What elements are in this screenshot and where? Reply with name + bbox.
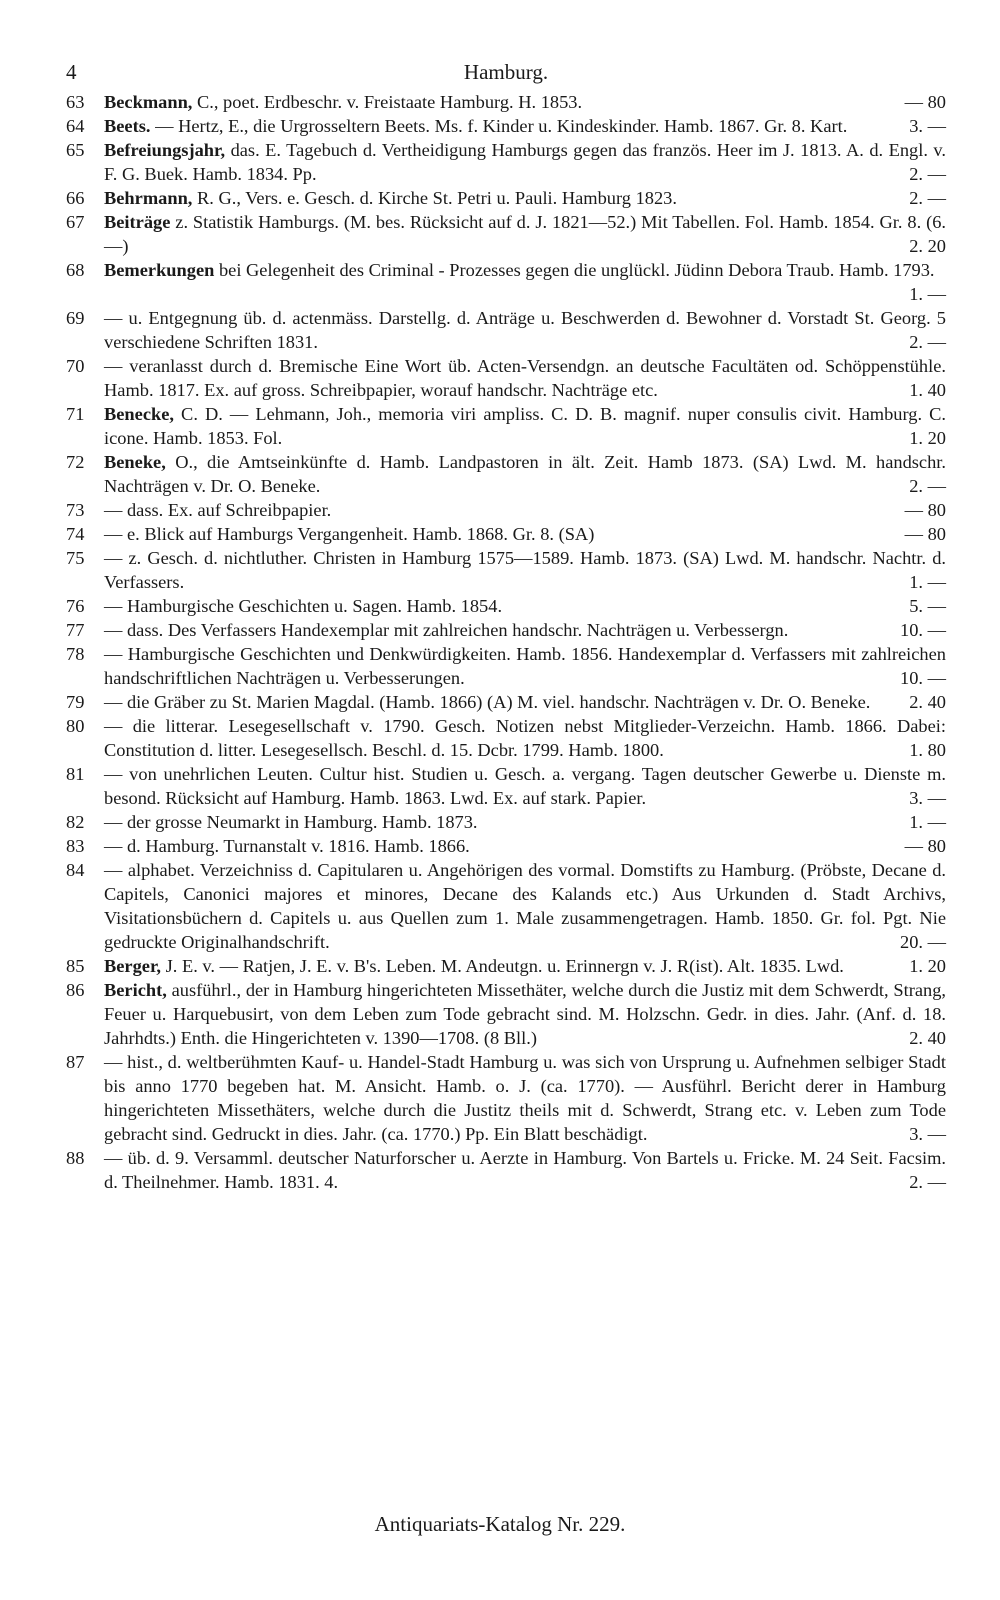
catalog-entry: [66, 354, 946, 402]
entry-number: 83: [66, 836, 85, 856]
entry-text: — u. Entgegnung üb. d. actenmäss. Darstellg. d. Anträge u. Beschwerden d. Bewohner d. Vorstadt St. Georg. 5 verschiedene Schriften 1831.: [104, 308, 946, 352]
catalog-entry: [66, 1050, 946, 1146]
entry-text: z. Statistik Hamburgs. (M. bes. Rücksicht auf d. J. 1821—52.) Mit Tabellen. Fol. Hamb. 1854. Gr. 8. (6.—): [104, 212, 946, 256]
entry-number: 78: [66, 644, 85, 664]
entry-number: 80: [66, 716, 85, 736]
catalog-entry: [66, 546, 946, 594]
entry-number: 68: [66, 260, 85, 280]
entry-keyword: Bemerkungen: [104, 260, 215, 280]
entry-keyword: Bericht,: [104, 980, 167, 1000]
catalog-entry: [66, 642, 946, 690]
entry-keyword: Berger,: [104, 956, 162, 976]
catalog-entry: [66, 522, 946, 546]
entry-text: — üb. d. 9. Versamml. deutscher Naturforscher u. Aerzte in Hamburg. Von Bartels u. Fricke. M. 24 Seit. Facsim. d. Theilnehmer. Hamb. 1831. 4.: [104, 1148, 946, 1192]
entry-text: — Hertz, E., die Urgrosseltern Beets. Ms. f. Kinder u. Kindeskinder. Hamb. 1867. Gr. 8. Kart.: [150, 116, 848, 136]
entry-price: 1. —: [909, 572, 946, 592]
catalog-page: [66, 50, 946, 1194]
entry-number: 65: [66, 140, 85, 160]
entry-price: — 80: [904, 500, 946, 520]
entry-keyword: Beets.: [104, 116, 151, 136]
entry-number: 75: [66, 548, 85, 568]
entry-text: — dass. Ex. auf Schreibpapier.: [104, 500, 332, 520]
entry-price: 1. 20: [909, 428, 946, 448]
entry-number: 88: [66, 1148, 85, 1168]
entry-text: bei Gelegenheit des Criminal - Prozesses gegen die unglückl. Jüdinn Debora Traub. Hamb. 1793.: [214, 260, 935, 280]
entry-price: 3. —: [909, 788, 946, 808]
entry-text: R. G., Vers. e. Gesch. d. Kirche St. Petri u. Pauli. Hamburg 1823.: [192, 188, 677, 208]
entry-number: 85: [66, 956, 85, 976]
entry-number: 70: [66, 356, 85, 376]
entry-text: C., poet. Erdbeschr. v. Freistaate Hamburg. H. 1853.: [192, 92, 583, 112]
entry-price: 2. —: [909, 332, 946, 352]
entry-number: 69: [66, 308, 85, 328]
entry-text: — alphabet. Verzeichniss d. Capitularen u. Angehörigen des vormal. Domstifts zu Hamburg. (Pröbste, Decane d. Capitels, Canonici majores et minores, Decane des Kalands etc.) Aus Urkunden d. Stadt Archivs, Visitationsbüchern d. Capitels u. aus Quellen zum 1. Male zusammengetragen. Hamb. 1850. Gr. fol. Pgt. Nie gedruckte Originalhandschrift.: [104, 860, 946, 952]
entry-number: 74: [66, 524, 85, 544]
catalog-entry: [66, 258, 946, 306]
entry-text: — die Gräber zu St. Marien Magdal. (Hamb. 1866) (A) M. viel. handschr. Nachträgen v. Dr. O. Beneke.: [104, 692, 871, 712]
entry-price: 3. —: [909, 116, 946, 136]
entry-number: 71: [66, 404, 85, 424]
catalog-entry: [66, 618, 946, 642]
entry-text: — dass. Des Verfassers Handexemplar mit zahlreichen handschr. Nachträgen u. Verbessergn.: [104, 620, 789, 640]
entry-number: 86: [66, 980, 85, 1000]
entry-price: 2. 40: [909, 1028, 946, 1048]
entry-price: — 80: [904, 92, 946, 112]
catalog-entry: [66, 498, 946, 522]
entry-price: 1. 40: [909, 380, 946, 400]
entry-text: das. E. Tagebuch d. Vertheidigung Hamburgs gegen das französ. Heer im J. 1813. A. d. Engl. v. F. G. Buek. Hamb. 1834. Pp.: [104, 140, 946, 184]
entry-number: 77: [66, 620, 85, 640]
catalog-entry: [66, 594, 946, 618]
catalog-entry: [66, 402, 946, 450]
entry-price: 5. —: [909, 596, 946, 616]
entry-text: — hist., d. weltberühmten Kauf- u. Handel-Stadt Hamburg u. was sich von Ursprung u. Aufnehmen selbiger Stadt bis anno 1770 begeben hat. M. Ansicht. Hamb. o. J. (ca. 1770). — Ausführl. Bericht derer in Hamburg hingerichteten Missethäters, welche durch die Justitz theils mit d. Schwerdt, Strang etc. v. Leben zum Tode gebracht sind. Gedruckt in dies. Jahr. (ca. 1770.) Pp. Ein Blatt beschädigt.: [104, 1052, 946, 1144]
entry-price: 2. 40: [909, 692, 946, 712]
entry-text: — der grosse Neumarkt in Hamburg. Hamb. 1873.: [104, 812, 478, 832]
entry-text: — die litterar. Lesegesellschaft v. 1790. Gesch. Notizen nebst Mitglieder-Verzeichn. Hamb. 1866. Dabei: Constitution d. litter. Lesegesellsch. Beschl. d. 15. Dcbr. 1799. Hamb. 1800.: [104, 716, 946, 760]
entry-price: 10. —: [900, 620, 946, 640]
entry-price: 2. —: [909, 188, 946, 208]
entry-price: — 80: [904, 836, 946, 856]
entry-keyword: Beiträge: [104, 212, 171, 232]
entry-price: 2. 20: [909, 236, 946, 256]
catalog-entry: [66, 306, 946, 354]
catalog-entry: [66, 186, 946, 210]
entry-price: 20. —: [900, 932, 946, 952]
catalog-entry: [66, 834, 946, 858]
catalog-entry: [66, 858, 946, 954]
entry-number: 84: [66, 860, 85, 880]
entry-text: — veranlasst durch d. Bremische Eine Wort üb. Acten-Versendgn. an deutsche Facultäten od. Schöppenstühle. Hamb. 1817. Ex. auf gross. Schreibpapier, worauf handschr. Nachträge etc.: [104, 356, 946, 400]
entry-price: — 80: [904, 524, 946, 544]
entry-text: ausführl., der in Hamburg hingerichteten Missethäter, welche durch die Justiz mit dem Schwerdt, Strang, Feuer u. Harquebusirt, von dem Leben zum Tode gebracht sind. M. Holzschn. Gedr. in dies. Jahr. (Anf. d. 18. Jahrhdts.) Enth. die Hingerichteten v. 1390—1708. (8 Bll.): [104, 980, 946, 1048]
entry-price: 3. —: [909, 1124, 946, 1144]
catalog-entry: [66, 1146, 946, 1194]
entry-text: — Hamburgische Geschichten und Denkwürdigkeiten. Hamb. 1856. Handexemplar d. Verfassers mit zahlreichen handschriftlichen Nachträgen u. Verbesserungen.: [104, 644, 946, 688]
entry-text: O., die Amtseinkünfte d. Hamb. Landpastoren in ält. Zeit. Hamb 1873. (SA) Lwd. M. handschr. Nachträgen v. Dr. O. Beneke.: [104, 452, 946, 496]
catalog-entry: [66, 114, 946, 138]
entry-text: — Hamburgische Geschichten u. Sagen. Hamb. 1854.: [104, 596, 503, 616]
entry-number: 66: [66, 188, 85, 208]
entry-number: 73: [66, 500, 85, 520]
entry-keyword: Beneke,: [104, 452, 166, 472]
catalog-entry: [66, 210, 946, 258]
entry-text: — z. Gesch. d. nichtluther. Christen in Hamburg 1575—1589. Hamb. 1873. (SA) Lwd. M. handschr. Nachtr. d. Verfassers.: [104, 548, 946, 592]
page-number: 4: [66, 60, 77, 84]
catalog-entry: [66, 138, 946, 186]
entry-number: 82: [66, 812, 85, 832]
entry-text: — von unehrlichen Leuten. Cultur hist. Studien u. Gesch. a. vergang. Tagen deutscher Gewerbe u. Dienste m. besond. Rücksicht auf Hamburg. Hamb. 1863. Lwd. Ex. auf stark. Papier.: [104, 764, 946, 808]
catalog-entry: [66, 714, 946, 762]
page-footer: Antiquariats-Katalog Nr. 229.: [374, 1512, 626, 1536]
catalog-entry: [66, 90, 946, 114]
page-header: [66, 50, 946, 90]
entry-number: 87: [66, 1052, 85, 1072]
entry-list: [66, 90, 946, 1194]
entry-price: 1. —: [909, 812, 946, 832]
entry-text: J. E. v. — Ratjen, J. E. v. B's. Leben. M. Andeutgn. u. Erinnergn v. J. R(ist). Alt. 1835. Lwd.: [161, 956, 844, 976]
entry-number: 64: [66, 116, 85, 136]
entry-price: 2. —: [909, 164, 946, 184]
catalog-entry: [66, 810, 946, 834]
entry-number: 72: [66, 452, 85, 472]
entry-number: 67: [66, 212, 85, 232]
catalog-entry: [66, 954, 946, 978]
entry-keyword: Behrmann,: [104, 188, 193, 208]
entry-number: 81: [66, 764, 85, 784]
entry-text: — e. Blick auf Hamburgs Vergangenheit. Hamb. 1868. Gr. 8. (SA): [104, 524, 595, 544]
entry-number: 79: [66, 692, 85, 712]
entry-price: 1. 20: [909, 956, 946, 976]
entry-price: 2. —: [909, 1172, 946, 1192]
page-title: Hamburg.: [463, 60, 549, 84]
entry-keyword: Befreiungsjahr,: [104, 140, 226, 160]
catalog-entry: [66, 690, 946, 714]
entry-price: 1. —: [909, 284, 946, 304]
entry-number: 63: [66, 92, 85, 112]
entry-price: 10. —: [900, 668, 946, 688]
entry-keyword: Beckmann,: [104, 92, 193, 112]
catalog-entry: [66, 450, 946, 498]
catalog-entry: [66, 978, 946, 1050]
entry-text: C. D. — Lehmann, Joh., memoria viri ampliss. C. D. B. magnif. nuper consulis civit. Hamburg. C. icone. Hamb. 1853. Fol.: [104, 404, 946, 448]
entry-text: — d. Hamburg. Turnanstalt v. 1816. Hamb. 1866.: [104, 836, 470, 856]
catalog-entry: [66, 762, 946, 810]
entry-price: 1. 80: [909, 740, 946, 760]
entry-number: 76: [66, 596, 85, 616]
entry-price: 2. —: [909, 476, 946, 496]
entry-keyword: Benecke,: [104, 404, 174, 424]
